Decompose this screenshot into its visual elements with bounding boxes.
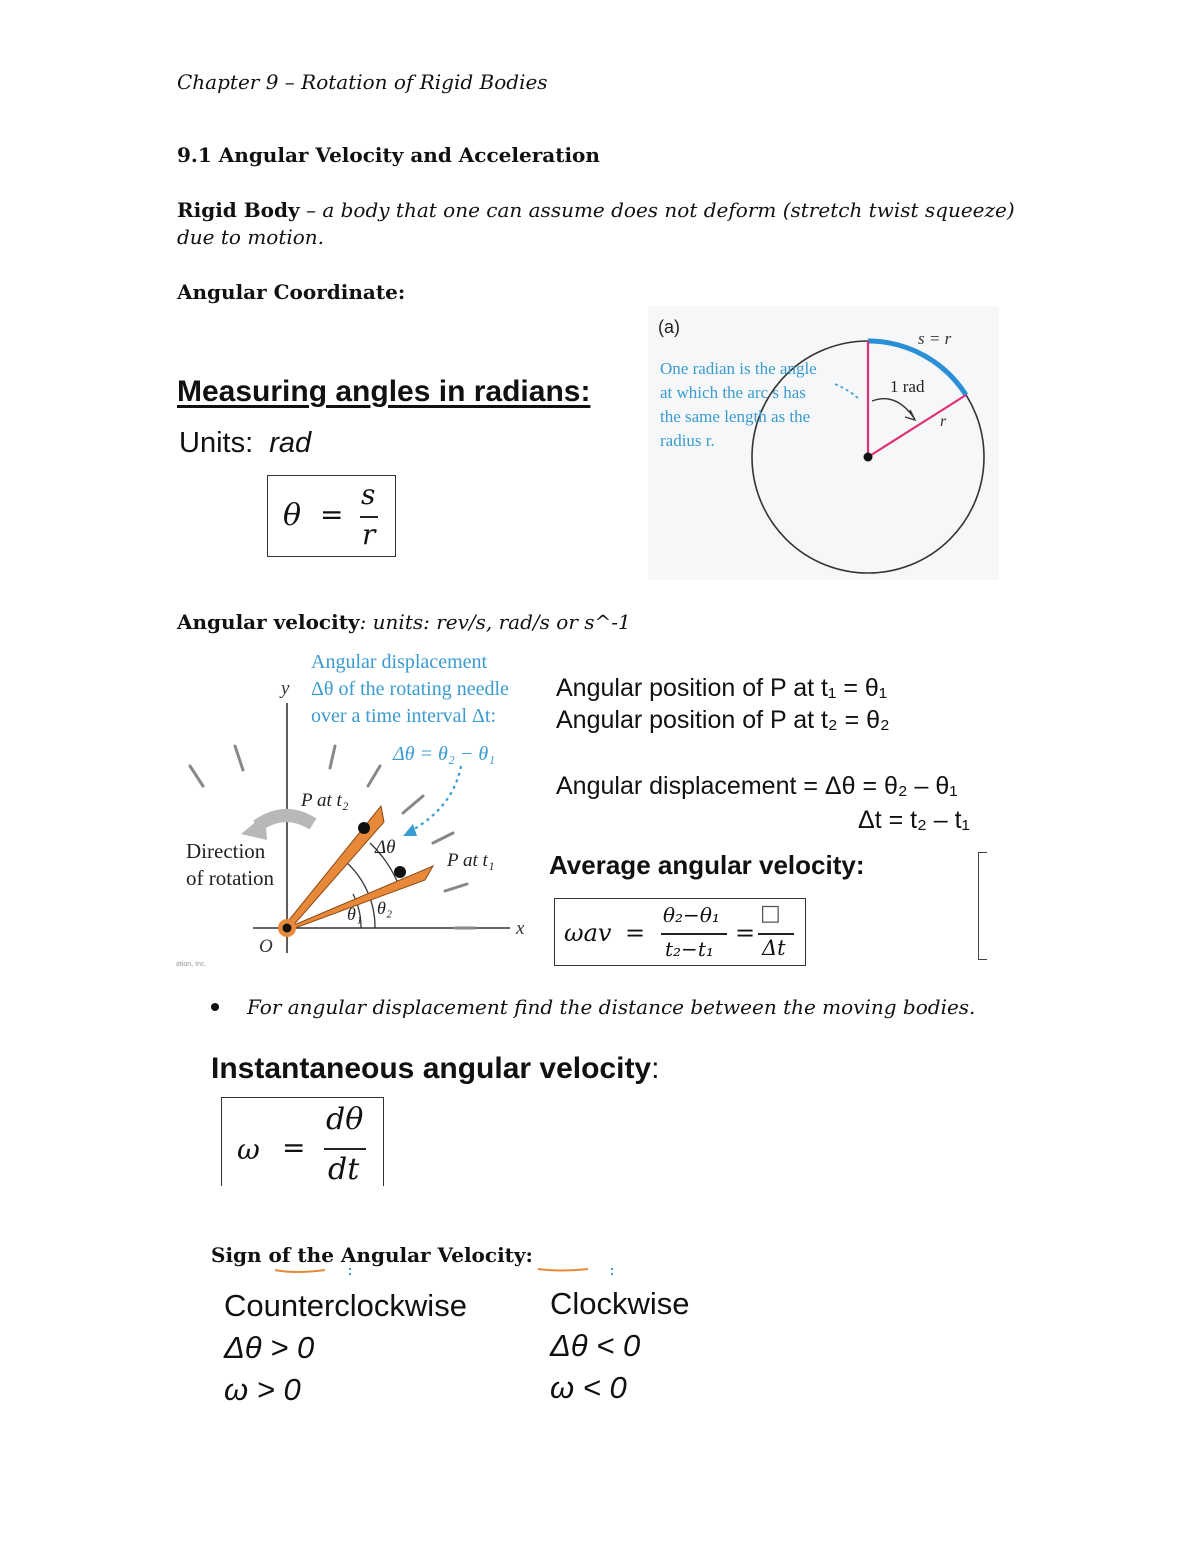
avg-num: θ₂−θ₁ bbox=[663, 903, 720, 927]
theta2-label: θ₂ bbox=[377, 898, 393, 918]
avg-eq2: = bbox=[735, 919, 756, 947]
rigid-body-dash: – bbox=[299, 198, 323, 222]
average-angular-velocity-heading: Average angular velocity: bbox=[549, 850, 865, 880]
bullet-dot bbox=[211, 1003, 219, 1011]
point-p-t2 bbox=[358, 822, 370, 834]
ccw-delta: Δθ > 0 bbox=[224, 1330, 315, 1365]
cw-omega: ω < 0 bbox=[550, 1370, 627, 1405]
angle-arrowhead bbox=[905, 410, 915, 420]
avg-lhs: ωav bbox=[564, 919, 612, 947]
angular-displacement-line: Angular displacement = Δθ = θ₂ – θ₁ bbox=[556, 772, 958, 800]
instantaneous-formula-box bbox=[221, 1097, 384, 1186]
formula-theta: θ bbox=[283, 498, 302, 533]
radian-diagram bbox=[648, 306, 999, 580]
units-line bbox=[179, 427, 311, 460]
delta-theta-label: Δθ bbox=[375, 837, 396, 858]
direction-line-2: of rotation bbox=[186, 866, 275, 890]
inst-eq: = bbox=[282, 1131, 306, 1164]
inst-lhs: ω bbox=[237, 1133, 260, 1166]
angle-arc bbox=[872, 399, 914, 418]
instantaneous-heading-text: Instantaneous angular velocity bbox=[211, 1052, 652, 1085]
formula-equals: = bbox=[320, 498, 344, 531]
cw-delta: Δθ < 0 bbox=[550, 1328, 641, 1363]
section-heading: 9.1 Angular Velocity and Acceleration bbox=[177, 143, 600, 167]
radian-figure bbox=[648, 306, 999, 580]
angular-velocity-line bbox=[177, 610, 631, 634]
units-value: rad bbox=[269, 427, 312, 459]
bracket-fragment bbox=[978, 852, 987, 960]
pivot-center bbox=[283, 924, 292, 933]
motion-lines bbox=[190, 746, 475, 928]
formula-denominator: r bbox=[362, 518, 376, 551]
ccw-title: Counterclockwise bbox=[224, 1288, 467, 1323]
caption-line-2: at which the arc s has bbox=[660, 383, 806, 402]
delta-t-line: Δt = t₂ – t₁ bbox=[858, 806, 970, 834]
rigid-body-definition bbox=[177, 197, 1027, 251]
p-t2-label: P at t₂ bbox=[301, 790, 349, 811]
p-t1-label: P at t₁ bbox=[447, 850, 495, 871]
caption-line-3: the same length as the bbox=[660, 407, 811, 426]
avg-num2: □ bbox=[760, 901, 781, 926]
angular-velocity-term: Angular velocity bbox=[177, 610, 360, 634]
average-formula-box bbox=[554, 898, 806, 966]
ccw-omega: ω > 0 bbox=[224, 1372, 301, 1407]
radian-formula-box bbox=[267, 475, 396, 557]
rot-caption-3: over a time interval Δt: bbox=[311, 705, 497, 727]
blue-arrowhead bbox=[403, 824, 417, 836]
inst-num: dθ bbox=[326, 1102, 364, 1137]
chapter-title: Chapter 9 – Rotation of Rigid Bodies bbox=[177, 70, 548, 94]
rot-caption-2: Δθ of the rotating needle bbox=[311, 678, 509, 700]
avg-den: t₂−t₁ bbox=[665, 937, 714, 961]
cw-title: Clockwise bbox=[550, 1286, 690, 1321]
sign-decorations bbox=[270, 1264, 630, 1284]
x-label: x bbox=[516, 918, 525, 939]
avg-eq: = bbox=[625, 919, 646, 947]
direction-arrowhead bbox=[241, 814, 267, 840]
rotation-diagram bbox=[175, 648, 535, 968]
units-label: Units: bbox=[179, 427, 254, 459]
point-p-t1 bbox=[394, 866, 406, 878]
avg-fraction-bar bbox=[661, 933, 727, 935]
angular-velocity-units: : units: rev/s, rad/s or s^-1 bbox=[359, 610, 631, 634]
instantaneous-heading bbox=[211, 1052, 659, 1086]
angular-coordinate-heading: Angular Coordinate: bbox=[177, 280, 406, 304]
inst-den: dt bbox=[328, 1152, 360, 1187]
caption-line-4: radius r. bbox=[660, 431, 715, 450]
y-label: y bbox=[281, 678, 290, 699]
caption-line-1: One radian is the angle bbox=[660, 359, 817, 378]
clockwise-column bbox=[550, 1283, 690, 1409]
radius-r bbox=[868, 395, 966, 457]
angular-position-1: Angular position of P at t₁ = θ₁ bbox=[556, 674, 888, 702]
arc-label: s = r bbox=[918, 329, 952, 348]
radius-label: r bbox=[940, 413, 947, 430]
caption-pointer bbox=[835, 384, 860, 400]
instantaneous-colon: : bbox=[651, 1052, 660, 1085]
counterclockwise-column bbox=[224, 1285, 467, 1411]
angle-label: 1 rad bbox=[890, 377, 925, 396]
rigid-body-term: Rigid Body bbox=[177, 198, 300, 222]
rot-caption-1: Angular displacement bbox=[311, 651, 488, 673]
origin-label: O bbox=[259, 936, 273, 957]
orange-mark-2 bbox=[538, 1269, 588, 1271]
avg-den2: Δt bbox=[762, 936, 786, 960]
sign-heading: Sign of the Angular Velocity: bbox=[211, 1243, 533, 1267]
direction-line-1: Direction bbox=[186, 839, 266, 863]
figure-credit: ation, Inc. bbox=[176, 961, 207, 968]
center-dot bbox=[864, 453, 873, 462]
blue-dotted-arrow bbox=[409, 766, 461, 832]
theta1-label: θ₁ bbox=[347, 904, 363, 924]
angular-position-2: Angular position of P at t₂ = θ₂ bbox=[556, 706, 890, 734]
rot-delta-eq: Δθ = θ₂ − θ₁ bbox=[393, 743, 496, 765]
rotation-figure bbox=[175, 648, 535, 968]
bullet-text: For angular displacement find the distance between the moving bodies. bbox=[247, 995, 976, 1019]
rigid-body-text: a body that one can assume does not deform (stretch twist squeeze) due to motion. bbox=[177, 198, 1015, 249]
measuring-heading: Measuring angles in radians: bbox=[177, 375, 591, 408]
avg-fraction-bar-2 bbox=[758, 933, 794, 935]
panel-label: (a) bbox=[658, 317, 680, 337]
inst-fraction-bar bbox=[324, 1148, 366, 1150]
orange-mark-1 bbox=[275, 1270, 325, 1272]
formula-numerator: s bbox=[361, 478, 376, 511]
